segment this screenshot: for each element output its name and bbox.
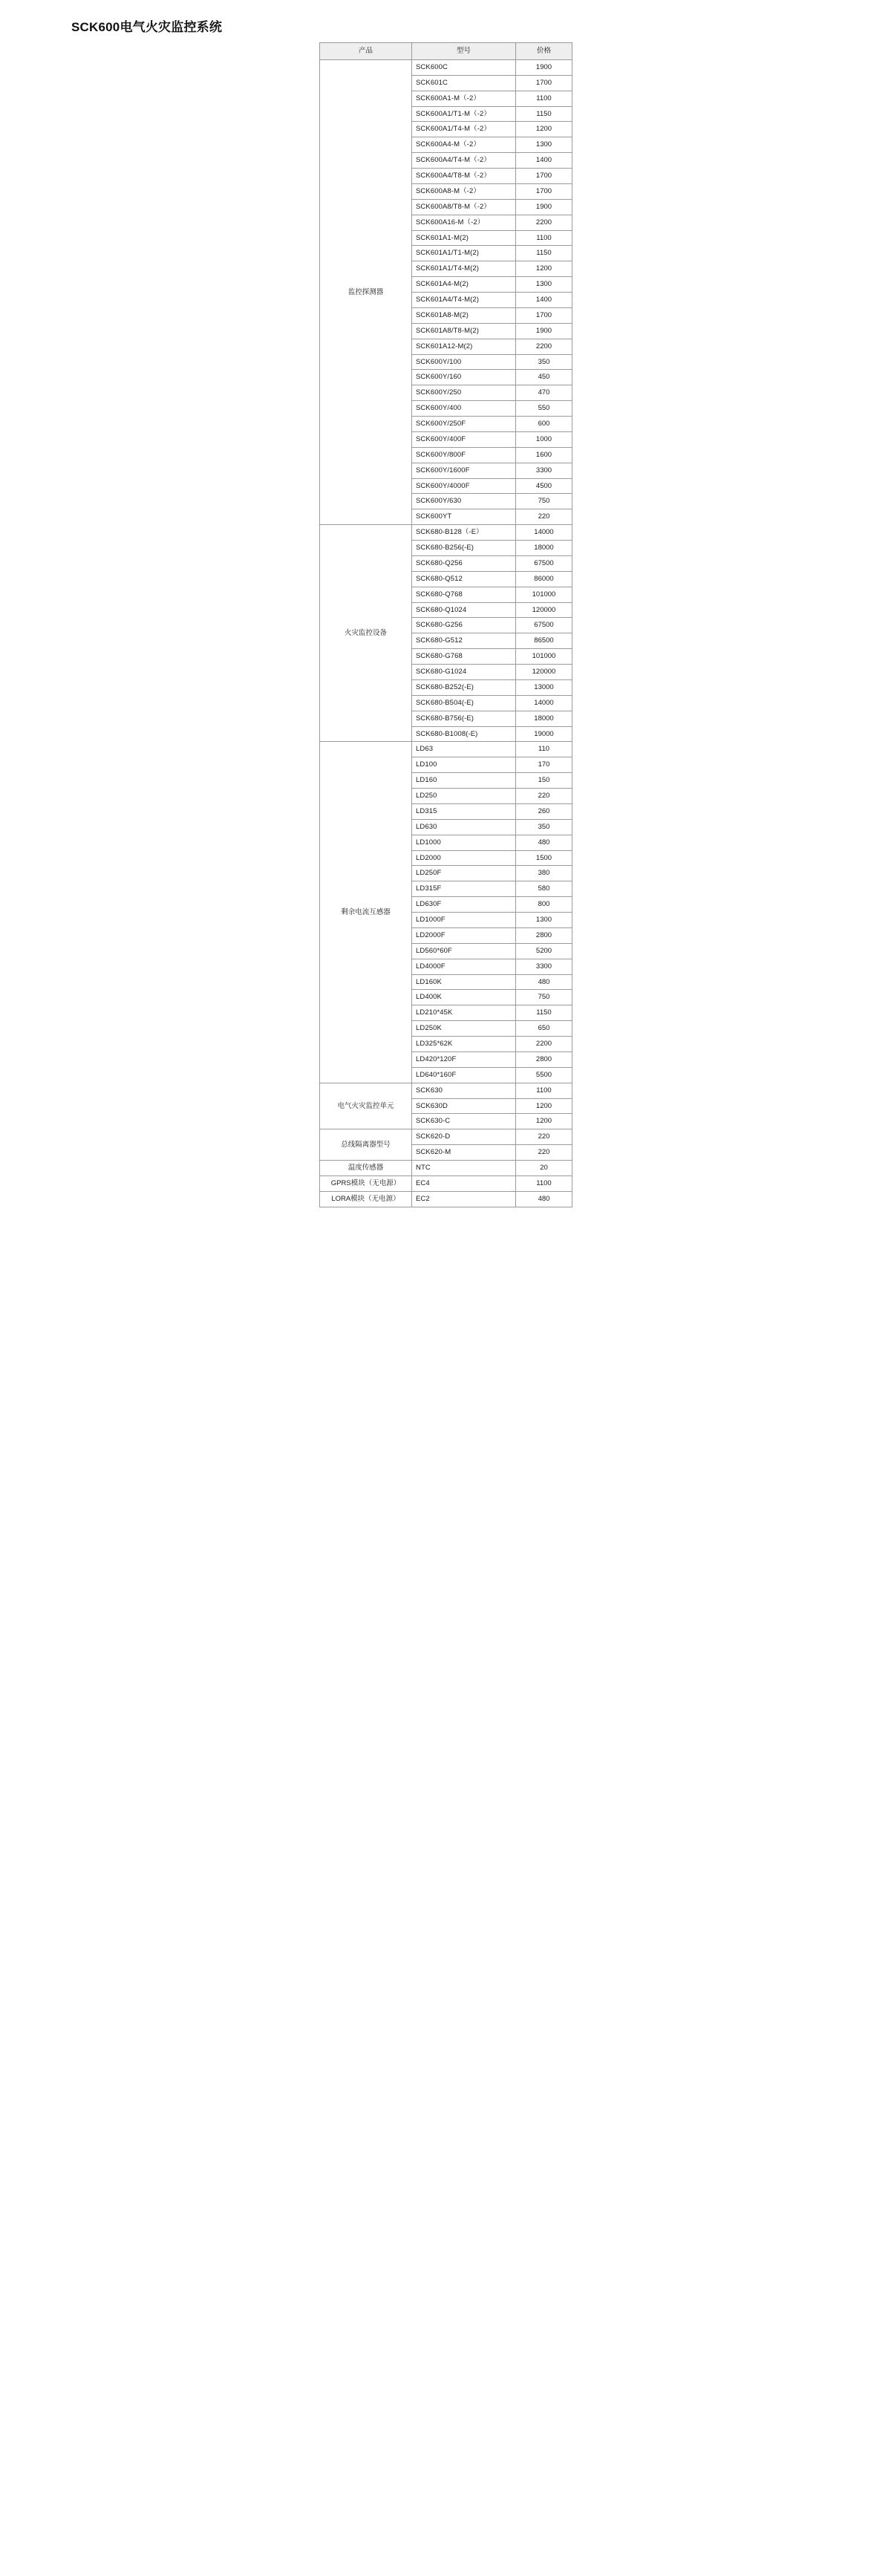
cell-model: SCK600Y/100	[412, 354, 516, 370]
cell-price: 1600	[516, 447, 572, 463]
cell-product-group: 电气火灾监控单元	[320, 1083, 412, 1129]
cell-model: LD315F	[412, 881, 516, 897]
cell-price: 350	[516, 354, 572, 370]
cell-price: 480	[516, 974, 572, 990]
cell-price: 1700	[516, 183, 572, 199]
cell-price: 101000	[516, 587, 572, 602]
cell-price: 1300	[516, 137, 572, 153]
cell-price: 1900	[516, 323, 572, 339]
cell-model: SCK601A8-M(2)	[412, 307, 516, 323]
cell-model: SCK680-B1008(-E)	[412, 726, 516, 742]
cell-model: LD160K	[412, 974, 516, 990]
cell-model: SCK600Y/250	[412, 385, 516, 401]
cell-model: LD250K	[412, 1021, 516, 1037]
cell-price: 4500	[516, 478, 572, 494]
cell-price: 110	[516, 742, 572, 757]
cell-price: 550	[516, 401, 572, 417]
cell-price: 1100	[516, 1083, 572, 1098]
cell-model: SCK680-Q256	[412, 555, 516, 571]
cell-model: SCK600A1/T1-M（-2）	[412, 106, 516, 122]
cell-price: 750	[516, 990, 572, 1005]
cell-price: 20	[516, 1161, 572, 1176]
cell-model: SCK600A4/T4-M（-2）	[412, 153, 516, 169]
cell-price: 750	[516, 494, 572, 509]
cell-price: 480	[516, 1191, 572, 1207]
cell-price: 13000	[516, 679, 572, 695]
cell-price: 101000	[516, 649, 572, 665]
cell-model: LD560*60F	[412, 943, 516, 959]
cell-model: LD640*160F	[412, 1067, 516, 1083]
cell-price: 1400	[516, 153, 572, 169]
cell-model: SCK680-B504(-E)	[412, 695, 516, 711]
cell-price: 380	[516, 866, 572, 881]
cell-model: LD2000F	[412, 927, 516, 943]
cell-price: 1200	[516, 261, 572, 277]
cell-model: LD63	[412, 742, 516, 757]
cell-model: LD420*120F	[412, 1051, 516, 1067]
cell-price: 5200	[516, 943, 572, 959]
cell-price: 150	[516, 773, 572, 789]
cell-price: 450	[516, 370, 572, 385]
cell-model: LD1000F	[412, 913, 516, 928]
cell-product-group: 监控探测器	[320, 59, 412, 524]
cell-model: SCK600A8/T8-M（-2）	[412, 199, 516, 215]
cell-price: 1900	[516, 59, 572, 75]
cell-price: 3300	[516, 463, 572, 478]
cell-model: SCK680-G256	[412, 618, 516, 633]
cell-model: SCK601A4-M(2)	[412, 277, 516, 293]
cell-model: SCK630	[412, 1083, 516, 1098]
cell-model: LD4000F	[412, 959, 516, 974]
cell-model: SCK600Y/250F	[412, 417, 516, 432]
cell-price: 220	[516, 789, 572, 804]
cell-price: 800	[516, 897, 572, 913]
cell-price: 220	[516, 1145, 572, 1161]
cell-model: SCK600C	[412, 59, 516, 75]
cell-price: 19000	[516, 726, 572, 742]
cell-model: SCK601A4/T4-M(2)	[412, 293, 516, 308]
cell-price: 350	[516, 819, 572, 835]
cell-model: SCK601A1/T4-M(2)	[412, 261, 516, 277]
cell-model: SCK620-M	[412, 1145, 516, 1161]
column-header-product: 产品	[320, 43, 412, 60]
cell-price: 2200	[516, 1037, 572, 1052]
column-header-price: 价格	[516, 43, 572, 60]
price-table-container	[319, 42, 572, 1207]
cell-model: SCK600YT	[412, 509, 516, 525]
cell-model: SCK680-Q1024	[412, 602, 516, 618]
cell-price: 2200	[516, 215, 572, 230]
cell-model: SCK600Y/400F	[412, 431, 516, 447]
cell-model: NTC	[412, 1161, 516, 1176]
cell-product-group: LORA模块（无电源）	[320, 1191, 412, 1207]
cell-price: 1400	[516, 293, 572, 308]
cell-model: SCK600Y/630	[412, 494, 516, 509]
cell-model: LD315	[412, 803, 516, 819]
cell-model: SCK600A1/T4-M（-2）	[412, 122, 516, 137]
cell-price: 1150	[516, 106, 572, 122]
cell-model: LD325*62K	[412, 1037, 516, 1052]
cell-price: 67500	[516, 618, 572, 633]
cell-price: 18000	[516, 541, 572, 556]
price-table	[319, 42, 572, 1207]
cell-price: 86500	[516, 633, 572, 649]
cell-price: 5500	[516, 1067, 572, 1083]
cell-model: SCK600A16-M（-2）	[412, 215, 516, 230]
cell-price: 1100	[516, 1175, 572, 1191]
cell-product-group: 剩余电流互感器	[320, 742, 412, 1083]
cell-model: SCK600Y/4000F	[412, 478, 516, 494]
table-row	[320, 525, 572, 541]
cell-price: 3300	[516, 959, 572, 974]
cell-product-group: 温度传感器	[320, 1161, 412, 1176]
cell-price: 2800	[516, 1051, 572, 1067]
cell-model: SCK601A12-M(2)	[412, 339, 516, 354]
cell-price: 2200	[516, 339, 572, 354]
cell-price: 650	[516, 1021, 572, 1037]
table-row	[320, 1161, 572, 1176]
cell-price: 14000	[516, 695, 572, 711]
cell-price: 1500	[516, 850, 572, 866]
cell-price: 470	[516, 385, 572, 401]
cell-model: LD1000	[412, 835, 516, 850]
cell-model: LD210*45K	[412, 1005, 516, 1021]
cell-model: SCK680-B252(-E)	[412, 679, 516, 695]
cell-price: 120000	[516, 665, 572, 680]
cell-model: SCK601A1-M(2)	[412, 230, 516, 246]
cell-price: 1150	[516, 1005, 572, 1021]
cell-price: 1700	[516, 169, 572, 184]
cell-product-group: GPRS模块（无电源）	[320, 1175, 412, 1191]
cell-model: SCK680-G1024	[412, 665, 516, 680]
cell-price: 1300	[516, 913, 572, 928]
cell-price: 2800	[516, 927, 572, 943]
cell-price: 1300	[516, 277, 572, 293]
cell-model: LD100	[412, 757, 516, 773]
cell-model: SCK600Y/400	[412, 401, 516, 417]
cell-model: EC2	[412, 1191, 516, 1207]
cell-model: SCK630D	[412, 1098, 516, 1114]
cell-model: SCK680-Q768	[412, 587, 516, 602]
cell-price: 1100	[516, 230, 572, 246]
cell-model: SCK601A8/T8-M(2)	[412, 323, 516, 339]
table-row	[320, 1191, 572, 1207]
cell-model: SCK600Y/1600F	[412, 463, 516, 478]
cell-product-group: 总线隔离器型号	[320, 1129, 412, 1161]
cell-price: 1700	[516, 307, 572, 323]
cell-model: LD2000	[412, 850, 516, 866]
cell-price: 170	[516, 757, 572, 773]
cell-model: LD630	[412, 819, 516, 835]
cell-model: LD400K	[412, 990, 516, 1005]
cell-price: 1200	[516, 1114, 572, 1129]
cell-product-group: 火灾监控设备	[320, 525, 412, 742]
cell-price: 480	[516, 835, 572, 850]
cell-model: SCK600A4/T8-M（-2）	[412, 169, 516, 184]
cell-price: 580	[516, 881, 572, 897]
cell-model: SCK600A1-M（-2）	[412, 91, 516, 106]
cell-model: SCK600Y/160	[412, 370, 516, 385]
cell-model: SCK680-G512	[412, 633, 516, 649]
table-body	[320, 59, 572, 1207]
table-row	[320, 1129, 572, 1145]
cell-price: 260	[516, 803, 572, 819]
cell-price: 1200	[516, 122, 572, 137]
cell-price: 120000	[516, 602, 572, 618]
cell-model: LD160	[412, 773, 516, 789]
cell-model: SCK601A1/T1-M(2)	[412, 246, 516, 261]
cell-model: SCK680-B256(-E)	[412, 541, 516, 556]
cell-price: 220	[516, 509, 572, 525]
cell-model: SCK680-Q512	[412, 571, 516, 587]
cell-price: 1200	[516, 1098, 572, 1114]
cell-price: 1000	[516, 431, 572, 447]
table-row	[320, 742, 572, 757]
table-row	[320, 1083, 572, 1098]
cell-price: 1700	[516, 75, 572, 91]
cell-model: LD250	[412, 789, 516, 804]
cell-model: SCK620-D	[412, 1129, 516, 1145]
cell-model: EC4	[412, 1175, 516, 1191]
cell-model: SCK630-C	[412, 1114, 516, 1129]
page-title: SCK600电气火灾监控系统	[71, 20, 223, 34]
cell-model: SCK680-B756(-E)	[412, 711, 516, 726]
cell-model: LD250F	[412, 866, 516, 881]
table-row	[320, 59, 572, 75]
cell-model: SCK600A8-M（-2）	[412, 183, 516, 199]
cell-price: 1150	[516, 246, 572, 261]
cell-price: 67500	[516, 555, 572, 571]
table-row	[320, 1175, 572, 1191]
cell-price: 18000	[516, 711, 572, 726]
cell-model: SCK600Y/800F	[412, 447, 516, 463]
table-header	[320, 43, 572, 60]
cell-price: 1100	[516, 91, 572, 106]
table-header-row	[320, 43, 572, 60]
document-page	[0, 0, 891, 1228]
column-header-model: 型号	[412, 43, 516, 60]
cell-price: 86000	[516, 571, 572, 587]
cell-price: 1900	[516, 199, 572, 215]
cell-price: 14000	[516, 525, 572, 541]
cell-model: SCK680-B128（-E）	[412, 525, 516, 541]
cell-price: 220	[516, 1129, 572, 1145]
cell-model: SCK680-G768	[412, 649, 516, 665]
cell-price: 600	[516, 417, 572, 432]
cell-model: SCK600A4-M（-2）	[412, 137, 516, 153]
cell-model: SCK601C	[412, 75, 516, 91]
cell-model: LD630F	[412, 897, 516, 913]
